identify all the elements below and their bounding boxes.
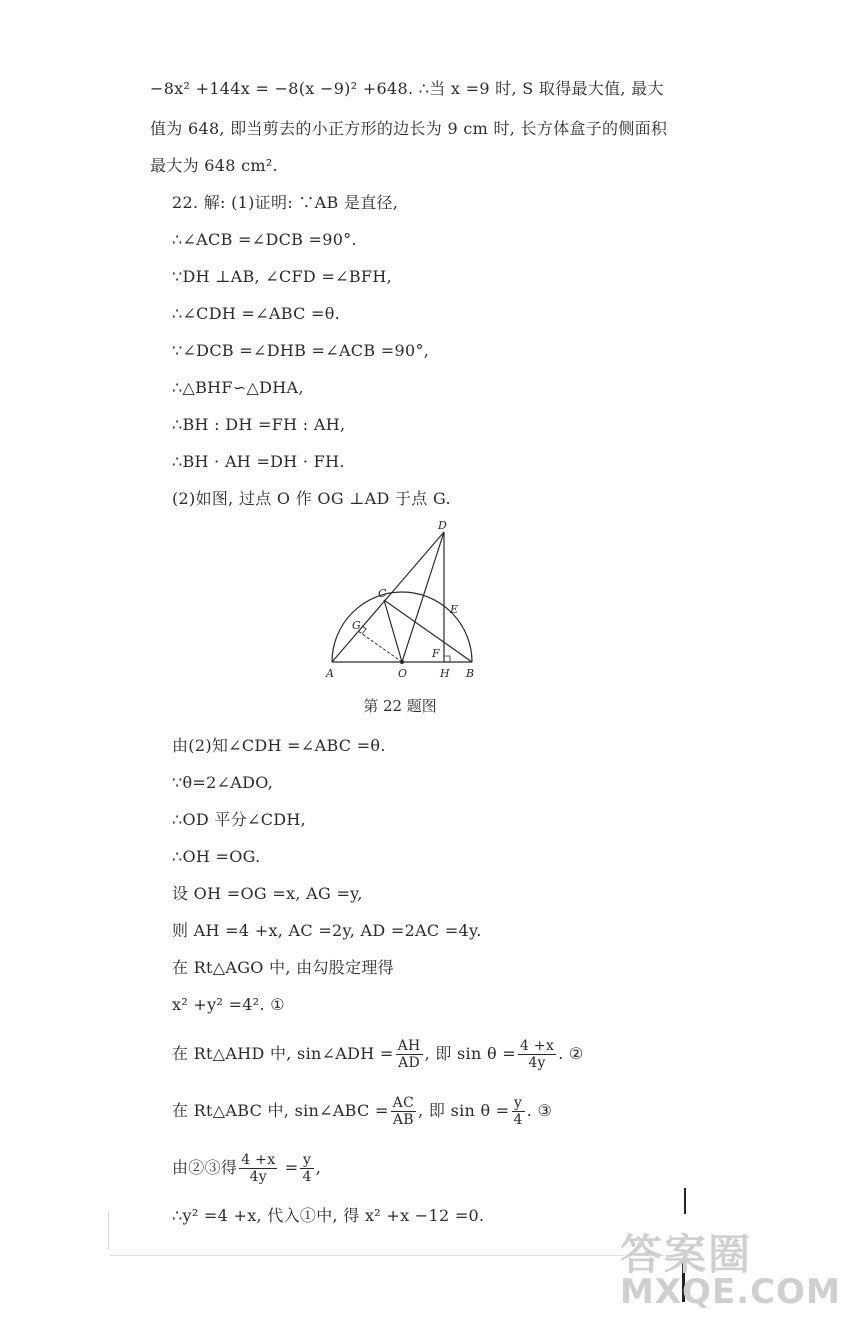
fraction: [300, 1152, 313, 1185]
text-line: (2)如图, 过点 O 作 OG ⊥AD 于点 G.: [172, 489, 451, 508]
dotted-divider: [110, 1255, 690, 1256]
label-e: E: [450, 603, 459, 616]
text-line: ∴BH · AH =DH · FH.: [172, 452, 345, 471]
line-og-dashed: [358, 631, 402, 662]
text-line: ∵DH ⊥AB, ∠CFD =∠BFH,: [172, 267, 392, 286]
right-angle-h: [444, 656, 450, 662]
line-co: [384, 600, 402, 662]
line-do: [402, 532, 444, 662]
binding-mark: [684, 1188, 686, 1214]
numerator: y: [300, 1152, 313, 1169]
denominator: 4: [513, 1112, 523, 1128]
numerator: AC: [392, 1095, 415, 1111]
text-line: 值为 648, 即当剪去的小正方形的边长为 9 cm 时, 长方体盒子的侧面积: [150, 119, 668, 138]
eq-text: , 即 sin θ =: [418, 1101, 510, 1120]
fraction: [518, 1038, 556, 1071]
equation-line-2: [172, 1038, 584, 1071]
denominator: 4: [302, 1169, 312, 1185]
eq-text: . ③: [526, 1101, 553, 1120]
text-line: 则 AH =4 +x, AC =2y, AD =2AC =4y.: [172, 921, 482, 940]
problem-heading: 22. 解: (1)证明: ∵AB 是直径,: [172, 193, 399, 212]
text-line: ∴OH =OG.: [172, 847, 261, 866]
numerator: 4 +x: [241, 1152, 276, 1168]
numerator: AH: [397, 1038, 421, 1054]
denominator: 4y: [528, 1055, 546, 1071]
point-o: [400, 660, 404, 664]
denominator: 4y: [249, 1169, 267, 1185]
watermark-logo: [620, 1222, 841, 1312]
numerator: y: [512, 1095, 525, 1112]
text-line: 最大为 648 cm².: [150, 156, 278, 175]
denominator: AB: [392, 1112, 414, 1128]
text-line: ∴BH : DH =FH : AH,: [172, 415, 346, 434]
text-line: ∵∠DCB =∠DHB =∠ACB =90°,: [172, 341, 430, 360]
label-f: F: [432, 647, 440, 660]
numerator: 4 +x: [519, 1038, 555, 1054]
eq-text: , 即 sin θ =: [424, 1044, 516, 1063]
fraction: [396, 1038, 423, 1071]
text-line: ∴∠CDH =∠ABC =θ.: [172, 304, 341, 323]
text-line: ∴y² =4 +x, 代入①中, 得 x² +x −12 =0.: [172, 1206, 485, 1225]
fraction: [512, 1095, 525, 1128]
denominator: AD: [398, 1055, 421, 1071]
eq-text: =: [279, 1158, 299, 1177]
equation-line-3: [172, 1095, 552, 1128]
text-line: x² +y² =4². ①: [172, 995, 285, 1014]
eq-text: 在 Rt△ABC 中, sin∠ABC =: [172, 1101, 389, 1120]
label-o: O: [398, 667, 408, 680]
fraction: [391, 1095, 416, 1128]
figure-caption: 第 22 题图: [363, 697, 437, 715]
margin-rule: [108, 1210, 109, 1250]
geometry-figure: [320, 517, 480, 687]
fraction: [239, 1152, 277, 1185]
eq-text: 由②③得: [172, 1158, 238, 1177]
line-cb: [384, 600, 472, 662]
text-line: 在 Rt△AGO 中, 由勾股定理得: [172, 958, 394, 977]
watermark-bottom: MXQE.COM: [620, 1272, 841, 1312]
text-line: ∴OD 平分∠CDH,: [172, 810, 307, 829]
text-line: ∵θ=2∠ADO,: [172, 773, 274, 792]
text-line: 设 OH =OG =x, AG =y,: [172, 884, 363, 903]
label-h: H: [440, 667, 450, 680]
equation-line-combined: [172, 1152, 321, 1185]
watermark-top: 答案圈: [620, 1230, 753, 1279]
label-a: A: [326, 667, 334, 680]
text-line: ∴△BHF∽△DHA,: [172, 378, 304, 397]
text-line: ∴∠ACB =∠DCB =90°.: [172, 230, 357, 249]
label-c: C: [378, 587, 387, 600]
eq-text: 在 Rt△AHD 中, sin∠ADH =: [172, 1044, 394, 1063]
text-line: −8x² +144x = −8(x −9)² +648. ∴当 x =9 时, S 取得最大值, 最大: [150, 79, 664, 98]
eq-text: ,: [315, 1158, 322, 1177]
label-d: D: [438, 519, 447, 532]
label-b: B: [466, 667, 475, 680]
eq-text: . ②: [558, 1044, 584, 1063]
label-g: G: [352, 619, 361, 632]
text-line: 由(2)知∠CDH =∠ABC =θ.: [172, 736, 386, 755]
